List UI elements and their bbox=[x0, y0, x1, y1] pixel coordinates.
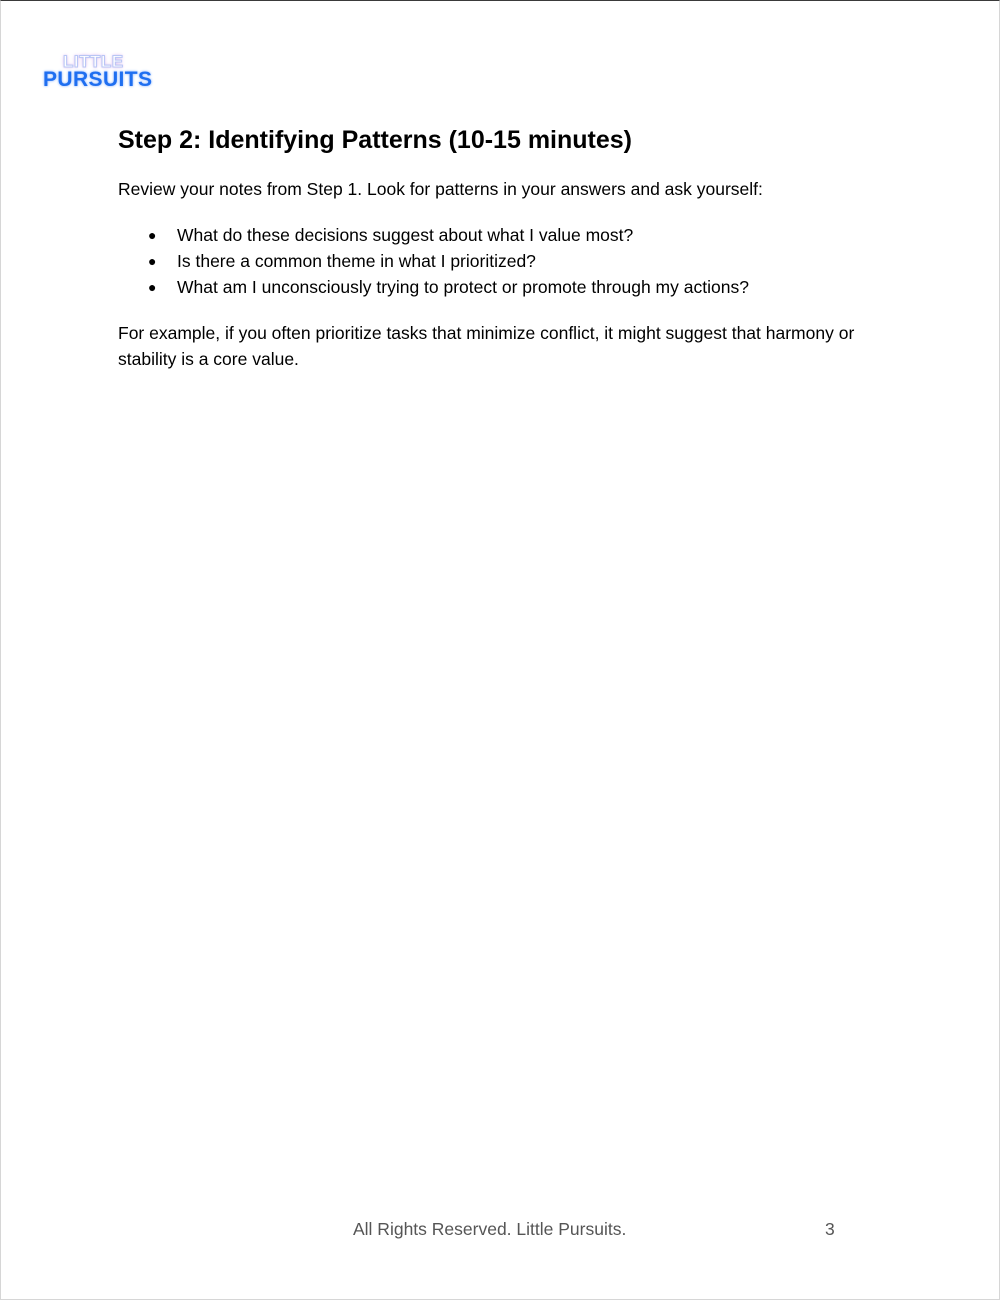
list-item-text: What do these decisions suggest about what I value most? bbox=[177, 225, 634, 245]
page-content bbox=[118, 121, 888, 372]
list-item bbox=[118, 248, 888, 274]
list-item bbox=[118, 274, 888, 300]
list-item bbox=[118, 222, 888, 248]
bullet-icon: ● bbox=[148, 279, 157, 295]
list-item-text: Is there a common theme in what I prioritized? bbox=[177, 251, 536, 271]
reflection-questions-list bbox=[118, 222, 888, 300]
section-heading: Step 2: Identifying Patterns (10-15 minutes) bbox=[118, 126, 632, 154]
logo-text-little: LITTLE bbox=[63, 52, 124, 71]
footer-copyright: All Rights Reserved. Little Pursuits. bbox=[353, 1219, 627, 1239]
little-pursuits-logo bbox=[43, 53, 163, 93]
bullet-icon: ● bbox=[148, 227, 157, 243]
list-item-text: What am I unconsciously trying to protect or promote through my actions? bbox=[177, 277, 749, 297]
logo-text-pursuits: PURSUITS bbox=[43, 68, 153, 91]
bullet-icon: ● bbox=[148, 253, 157, 269]
intro-paragraph: Review your notes from Step 1. Look for patterns in your answers and ask yourself: bbox=[118, 179, 763, 199]
example-paragraph: For example, if you often prioritize tasks that minimize conflict, it might suggest that harmony or stability is a core value. bbox=[118, 323, 855, 369]
page-number: 3 bbox=[825, 1219, 835, 1239]
